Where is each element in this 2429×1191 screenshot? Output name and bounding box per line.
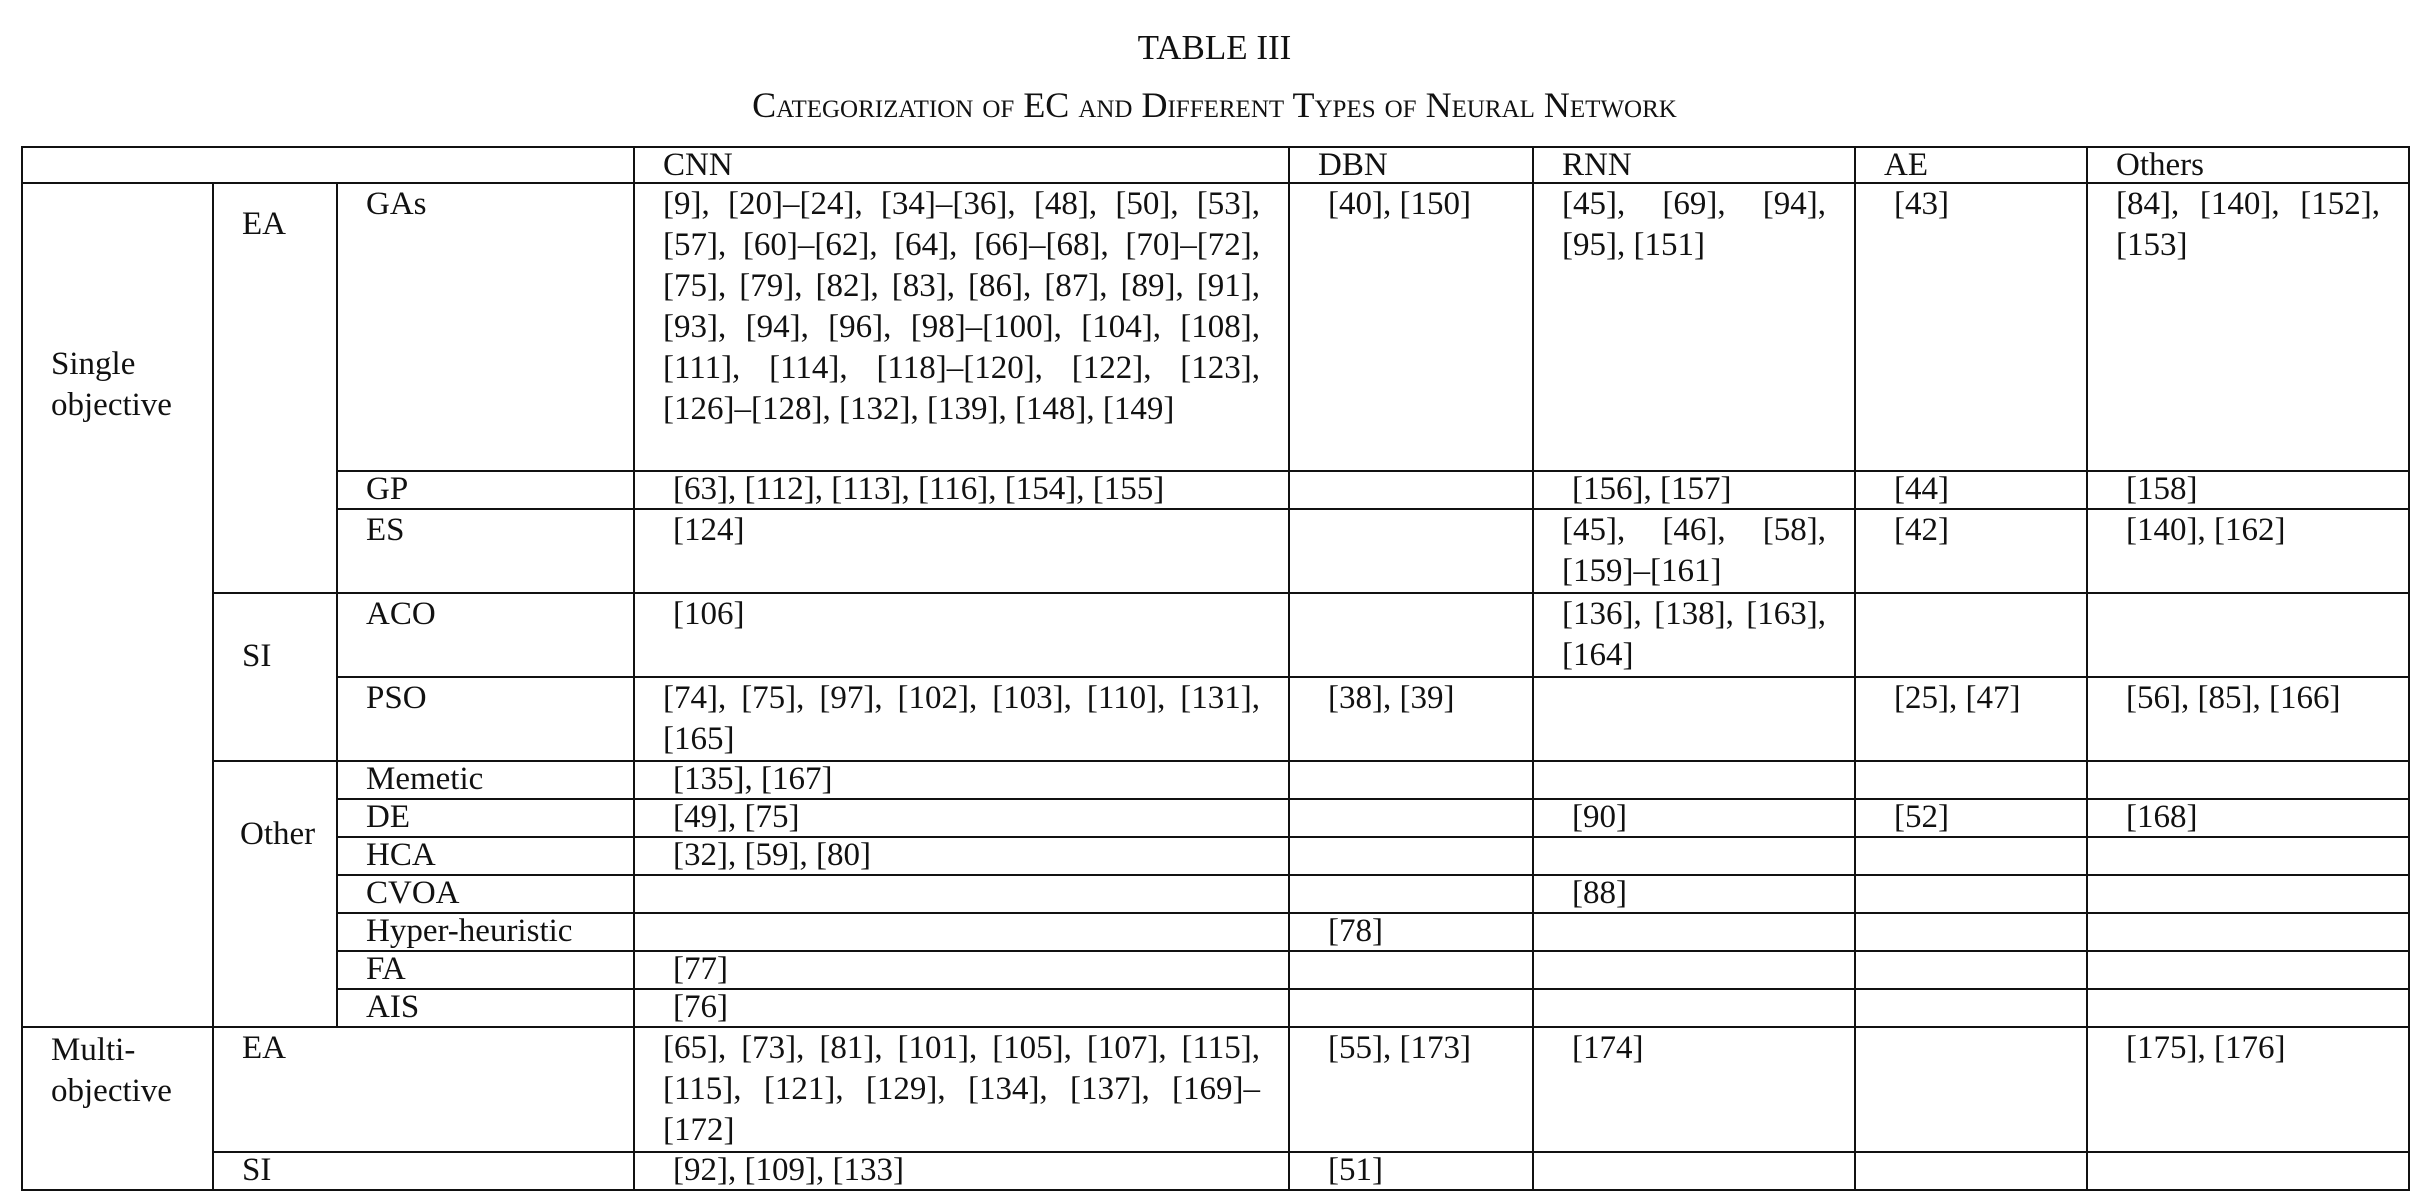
column-header-rnn: RNN — [1533, 147, 1855, 183]
cell-fa-rnn — [1533, 951, 1855, 989]
cell-aco-others — [2087, 593, 2409, 677]
cell-memetic-rnn — [1533, 761, 1855, 799]
cell-pso-dbn: [38], [39] — [1289, 677, 1533, 761]
method-pso: PSO — [337, 677, 634, 761]
cell-mo-si-cnn: [92], [109], [133] — [634, 1152, 1289, 1190]
cell-es-rnn: [45], [46], [58], [159]–[161] — [1533, 509, 1855, 593]
cell-mo-ea-ae — [1855, 1027, 2087, 1152]
cell-gp-dbn — [1289, 471, 1533, 509]
header-row — [22, 147, 2409, 183]
cell-mo-si-ae — [1855, 1152, 2087, 1190]
group-single-objective: Single objective — [22, 183, 213, 1027]
cell-fa-cnn: [77] — [634, 951, 1289, 989]
cell-gp-others: [158] — [2087, 471, 2409, 509]
table-label: TABLE III — [1137, 28, 1292, 67]
cell-gp-ae: [44] — [1855, 471, 2087, 509]
method-de: DE — [337, 799, 634, 837]
cell-cvoa-rnn: [88] — [1533, 875, 1855, 913]
method-mo-ea: EA — [213, 1027, 634, 1152]
cell-fa-dbn — [1289, 951, 1533, 989]
cell-es-dbn — [1289, 509, 1533, 593]
cell-de-cnn: [49], [75] — [634, 799, 1289, 837]
method-es: ES — [337, 509, 634, 593]
cell-ais-cnn: [76] — [634, 989, 1289, 1027]
cell-cvoa-others — [2087, 875, 2409, 913]
column-header-ae: AE — [1855, 147, 2087, 183]
cell-gas-dbn: [40], [150] — [1289, 183, 1533, 471]
header-corner — [22, 147, 634, 183]
cell-cvoa-ae — [1855, 875, 2087, 913]
table-row — [22, 875, 2409, 913]
cell-aco-rnn: [136], [138], [163], [164] — [1533, 593, 1855, 677]
column-header-dbn: DBN — [1289, 147, 1533, 183]
cell-ais-ae — [1855, 989, 2087, 1027]
cell-es-ae: [42] — [1855, 509, 2087, 593]
cell-hca-cnn: [32], [59], [80] — [634, 837, 1289, 875]
cell-aco-cnn: [106] — [634, 593, 1289, 677]
table-row — [22, 471, 2409, 509]
cell-gas-cnn: [9], [20]–[24], [34]–[36], [48], [50], [53], [57], [60]–[62], [64], [66]–[68], [70]–[72], [75], [79], [82], [83], [86], [87], [89], [91], [93], [94], [96], [98]–[100], [104], [108], [111], [114], [118]–[120], [122], [123], [126]–[128], [132], [139], [148], [149] — [634, 183, 1289, 471]
cell-mo-si-dbn: [51] — [1289, 1152, 1533, 1190]
method-fa: FA — [337, 951, 634, 989]
method-aco: ACO — [337, 593, 634, 677]
cell-pso-ae: [25], [47] — [1855, 677, 2087, 761]
cell-hyper-others — [2087, 913, 2409, 951]
cell-cvoa-cnn — [634, 875, 1289, 913]
cell-hca-rnn — [1533, 837, 1855, 875]
group-multi-objective: Multi-objective — [22, 1027, 213, 1190]
table-row — [22, 761, 2409, 799]
table-row — [22, 913, 2409, 951]
method-hca: HCA — [337, 837, 634, 875]
cell-de-rnn: [90] — [1533, 799, 1855, 837]
cell-mo-ea-rnn: [174] — [1533, 1027, 1855, 1152]
cell-hyper-dbn: [78] — [1289, 913, 1533, 951]
cell-aco-ae — [1855, 593, 2087, 677]
cell-mo-si-rnn — [1533, 1152, 1855, 1190]
cell-ais-others — [2087, 989, 2409, 1027]
table-row — [22, 509, 2409, 593]
table-row — [22, 183, 2409, 471]
table-title: Categorization of EC and Different Types of Neural Network — [752, 85, 1677, 125]
column-header-cnn: CNN — [634, 147, 1289, 183]
cell-de-ae: [52] — [1855, 799, 2087, 837]
table-row — [22, 1152, 2409, 1190]
cell-mo-ea-dbn: [55], [173] — [1289, 1027, 1533, 1152]
family-ea: EA — [213, 183, 337, 593]
cell-pso-others: [56], [85], [166] — [2087, 677, 2409, 761]
table-row — [22, 593, 2409, 677]
table-row — [22, 989, 2409, 1027]
method-mo-si: SI — [213, 1152, 634, 1190]
cell-mo-ea-cnn: [65], [73], [81], [101], [105], [107], [115], [115], [121], [129], [134], [137], [169]–[172] — [634, 1027, 1289, 1152]
cell-pso-rnn — [1533, 677, 1855, 761]
table-row — [22, 837, 2409, 875]
cell-gas-rnn: [45], [69], [94], [95], [151] — [1533, 183, 1855, 471]
cell-hca-others — [2087, 837, 2409, 875]
cell-pso-cnn: [74], [75], [97], [102], [103], [110], [131], [165] — [634, 677, 1289, 761]
cell-ais-dbn — [1289, 989, 1533, 1027]
family-si: SI — [213, 593, 337, 761]
column-header-others: Others — [2087, 147, 2409, 183]
method-gp: GP — [337, 471, 634, 509]
cell-mo-si-others — [2087, 1152, 2409, 1190]
cell-memetic-others — [2087, 761, 2409, 799]
cell-de-dbn — [1289, 799, 1533, 837]
family-other: Other — [213, 761, 337, 1027]
cell-cvoa-dbn — [1289, 875, 1533, 913]
categorization-table — [21, 146, 2410, 1191]
method-hyper-heuristic: Hyper-heuristic — [337, 913, 634, 951]
cell-fa-ae — [1855, 951, 2087, 989]
cell-hca-dbn — [1289, 837, 1533, 875]
cell-hyper-cnn — [634, 913, 1289, 951]
method-cvoa: CVOA — [337, 875, 634, 913]
cell-gp-rnn: [156], [157] — [1533, 471, 1855, 509]
method-memetic: Memetic — [337, 761, 634, 799]
cell-es-others: [140], [162] — [2087, 509, 2409, 593]
cell-aco-dbn — [1289, 593, 1533, 677]
cell-gas-ae: [43] — [1855, 183, 2087, 471]
cell-es-cnn: [124] — [634, 509, 1289, 593]
cell-hyper-rnn — [1533, 913, 1855, 951]
method-gas: GAs — [337, 183, 634, 471]
cell-gp-cnn: [63], [112], [113], [116], [154], [155] — [634, 471, 1289, 509]
table-row — [22, 951, 2409, 989]
cell-memetic-dbn — [1289, 761, 1533, 799]
cell-fa-others — [2087, 951, 2409, 989]
cell-hca-ae — [1855, 837, 2087, 875]
table-row — [22, 677, 2409, 761]
table-row — [22, 1027, 2409, 1152]
cell-hyper-ae — [1855, 913, 2087, 951]
cell-ais-rnn — [1533, 989, 1855, 1027]
table-row — [22, 799, 2409, 837]
cell-mo-ea-others: [175], [176] — [2087, 1027, 2409, 1152]
cell-memetic-cnn: [135], [167] — [634, 761, 1289, 799]
cell-memetic-ae — [1855, 761, 2087, 799]
cell-de-others: [168] — [2087, 799, 2409, 837]
method-ais: AIS — [337, 989, 634, 1027]
cell-gas-others: [84], [140], [152], [153] — [2087, 183, 2409, 471]
